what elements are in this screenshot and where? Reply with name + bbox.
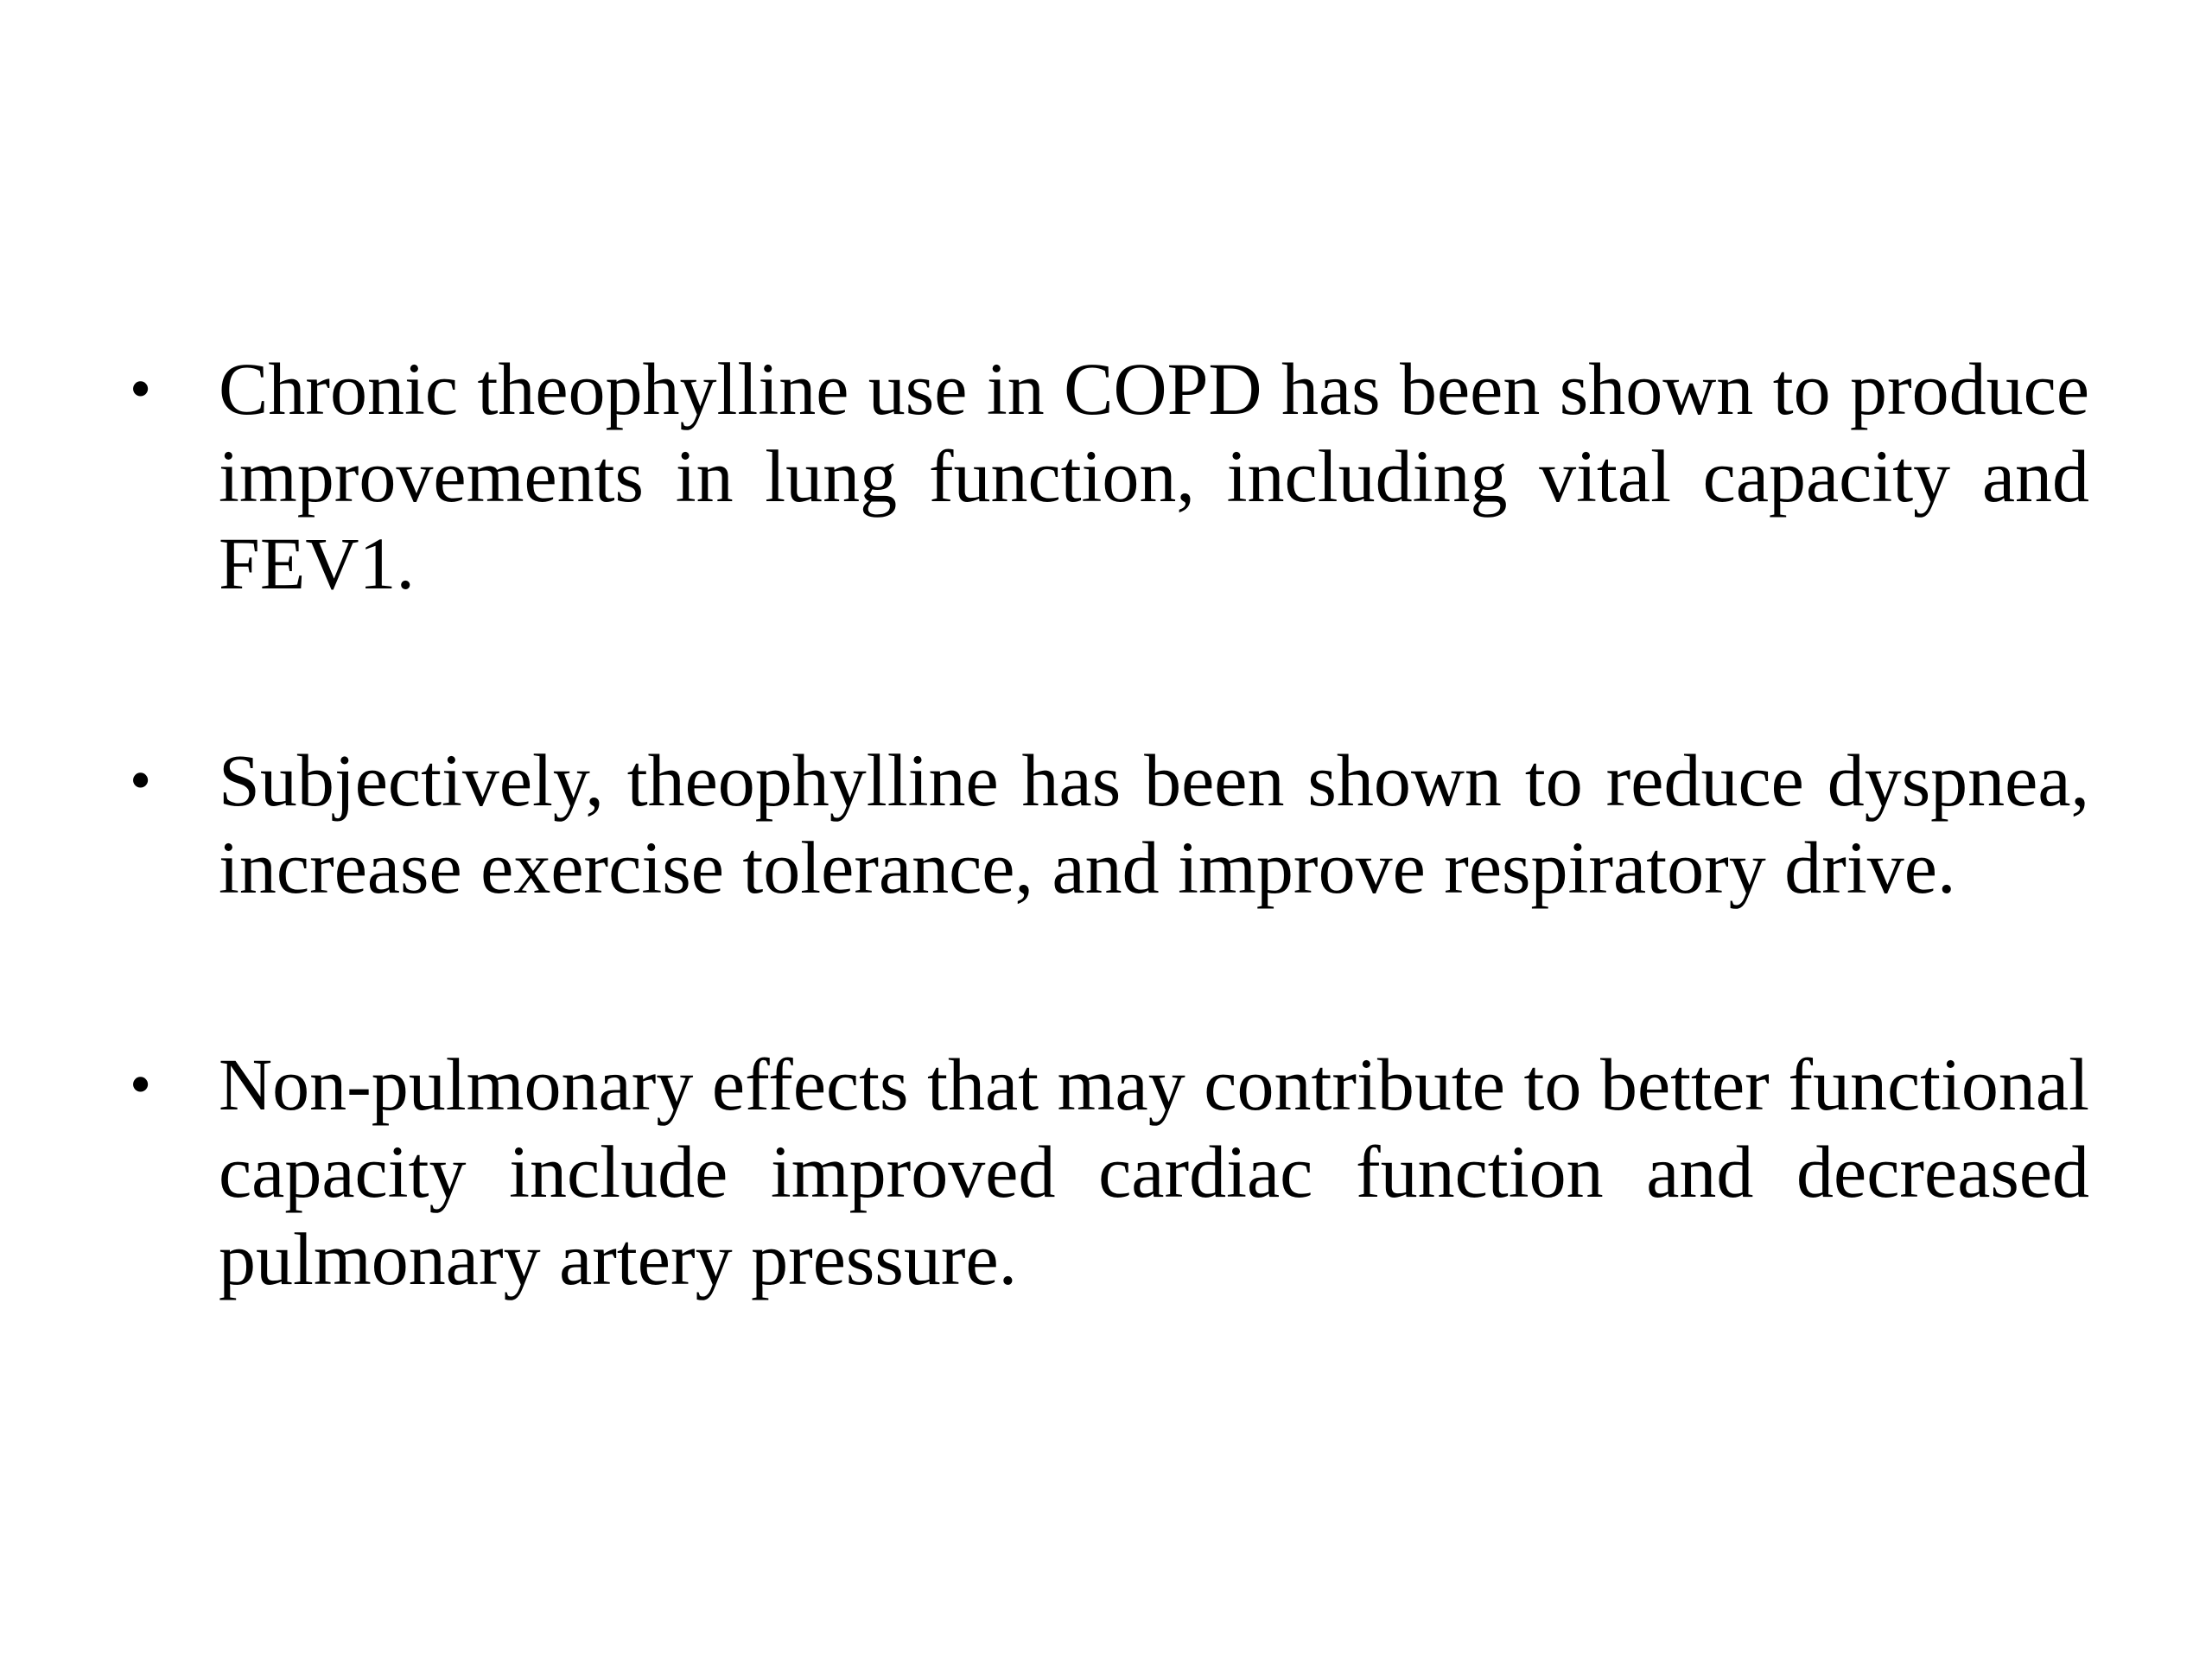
bullet-text: Subjectively, theophylline has been shown to reduce dyspnea, increase exercise tolerance, and improve respiratory drive.: [219, 739, 2089, 909]
bullet-item-lung-function: [130, 346, 2089, 607]
bullet-item-subjective-effects: [130, 737, 2089, 912]
bullet-marker: •: [130, 354, 152, 423]
bullet-marker: •: [130, 1050, 152, 1119]
bullet-text: Non-pulmonary effects that may contribute to better functional capacity include improved cardiac function and decreased pulmonary artery pressure.: [219, 1043, 2089, 1300]
bullet-item-non-pulmonary-effects: [130, 1041, 2089, 1303]
bullet-marker: •: [130, 746, 152, 815]
bullet-list: [130, 346, 2089, 1303]
bullet-text: Chronic theophylline use in COPD has been shown to produce improvements in lung function, including vital capacity and FEV1.: [219, 347, 2089, 605]
